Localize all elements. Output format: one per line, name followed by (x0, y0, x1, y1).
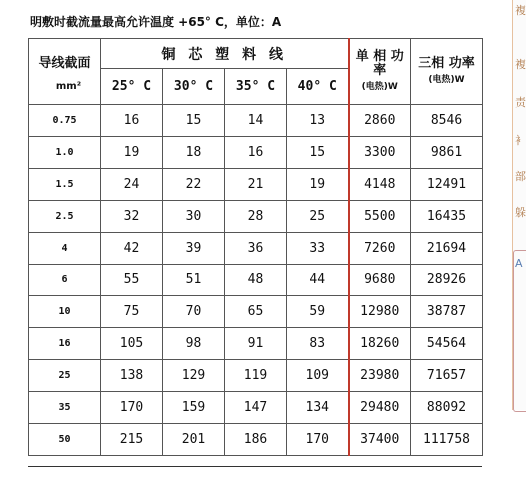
table-row (29, 424, 483, 456)
table-row (29, 105, 483, 137)
value-cell: 159 (163, 392, 225, 424)
cross-section-cell: 35 (29, 392, 101, 424)
table-row (29, 392, 483, 424)
value-cell: 30 (163, 200, 225, 232)
value-cell: 36 (225, 232, 287, 264)
value-cell: 70 (163, 296, 225, 328)
value-cell: 83 (287, 328, 349, 360)
cross-section-label: 导线截面 (38, 55, 91, 71)
single-phase-cell: 5500 (349, 200, 411, 232)
table-row (29, 328, 483, 360)
value-cell: 170 (101, 392, 163, 424)
side-fragment: 衤 (515, 134, 526, 147)
value-cell: 129 (163, 360, 225, 392)
single-phase-cell: 37400 (349, 424, 411, 456)
value-cell: 19 (287, 168, 349, 200)
temp-40-header: 40° C (287, 69, 349, 105)
table-row (29, 168, 483, 200)
table-row (29, 200, 483, 232)
value-cell: 134 (287, 392, 349, 424)
table-row (29, 360, 483, 392)
three-phase-cell: 38787 (411, 296, 483, 328)
cross-section-cell: 50 (29, 424, 101, 456)
single-phase-label: 单 相 功 率 (355, 48, 404, 78)
ampacity-table (28, 38, 483, 456)
temp-30-header: 30° C (163, 69, 225, 105)
value-cell: 98 (163, 328, 225, 360)
table-row (29, 232, 483, 264)
single-phase-cell: 29480 (349, 392, 411, 424)
value-cell: 75 (101, 296, 163, 328)
cross-section-cell: 0.75 (29, 105, 101, 137)
value-cell: 22 (163, 168, 225, 200)
table-row (29, 264, 483, 296)
three-phase-cell: 28926 (411, 264, 483, 296)
value-cell: 14 (225, 105, 287, 137)
cross-section-cell: 10 (29, 296, 101, 328)
three-phase-note: (电热)W (428, 74, 465, 85)
value-cell: 215 (101, 424, 163, 456)
three-phase-cell: 54564 (411, 328, 483, 360)
cross-section-cell: 1.0 (29, 136, 101, 168)
cross-section-unit: mm² (55, 80, 82, 92)
cross-section-cell: 25 (29, 360, 101, 392)
single-phase-note: (电热)W (361, 81, 398, 92)
value-cell: 21 (225, 168, 287, 200)
side-box (513, 250, 526, 412)
three-phase-cell: 88092 (411, 392, 483, 424)
single-phase-cell: 9680 (349, 264, 411, 296)
table-row (29, 136, 483, 168)
value-cell: 15 (163, 105, 225, 137)
three-phase-cell: 8546 (411, 105, 483, 137)
value-cell: 24 (101, 168, 163, 200)
three-phase-cell: 12491 (411, 168, 483, 200)
side-fragment: A (515, 257, 523, 270)
three-phase-label: 三相 功率 (418, 55, 475, 71)
value-cell: 51 (163, 264, 225, 296)
side-fragment: 複 (515, 58, 526, 71)
page-title: 明敷时截流量最高允许温度 +65° C，单位：A (30, 15, 282, 29)
value-cell: 25 (287, 200, 349, 232)
cross-section-cell: 4 (29, 232, 101, 264)
value-cell: 48 (225, 264, 287, 296)
value-cell: 59 (287, 296, 349, 328)
single-phase-cell: 2860 (349, 105, 411, 137)
three-phase-cell: 111758 (411, 424, 483, 456)
single-phase-cell: 23980 (349, 360, 411, 392)
value-cell: 138 (101, 360, 163, 392)
value-cell: 170 (287, 424, 349, 456)
value-cell: 105 (101, 328, 163, 360)
single-phase-cell: 4148 (349, 168, 411, 200)
single-phase-cell: 3300 (349, 136, 411, 168)
value-cell: 119 (225, 360, 287, 392)
value-cell: 33 (287, 232, 349, 264)
value-cell: 16 (225, 136, 287, 168)
value-cell: 15 (287, 136, 349, 168)
value-cell: 28 (225, 200, 287, 232)
value-cell: 16 (101, 105, 163, 137)
value-cell: 109 (287, 360, 349, 392)
side-fragment: 複 (515, 4, 526, 17)
three-phase-cell: 71657 (411, 360, 483, 392)
side-fragment: 部 (515, 170, 526, 183)
side-fragment: 躲 (515, 206, 526, 219)
value-cell: 147 (225, 392, 287, 424)
cross-section-cell: 6 (29, 264, 101, 296)
three-phase-cell: 16435 (411, 200, 483, 232)
three-phase-cell: 21694 (411, 232, 483, 264)
value-cell: 91 (225, 328, 287, 360)
value-cell: 186 (225, 424, 287, 456)
side-panel (512, 0, 526, 410)
value-cell: 44 (287, 264, 349, 296)
cross-section-cell: 16 (29, 328, 101, 360)
cross-section-cell: 2.5 (29, 200, 101, 232)
value-cell: 39 (163, 232, 225, 264)
cross-section-cell: 1.5 (29, 168, 101, 200)
bottom-divider (28, 466, 482, 467)
table-row (29, 296, 483, 328)
copper-pvc-group-header: 铜 芯 塑 料 线 (101, 39, 349, 69)
single-phase-cell: 7260 (349, 232, 411, 264)
three-phase-cell: 9861 (411, 136, 483, 168)
value-cell: 13 (287, 105, 349, 137)
value-cell: 201 (163, 424, 225, 456)
single-phase-cell: 12980 (349, 296, 411, 328)
side-fragment: 责 (515, 96, 526, 109)
cross-section-header (29, 39, 101, 105)
value-cell: 42 (101, 232, 163, 264)
value-cell: 18 (163, 136, 225, 168)
value-cell: 65 (225, 296, 287, 328)
three-phase-header (411, 39, 483, 105)
single-phase-header (349, 39, 411, 105)
value-cell: 32 (101, 200, 163, 232)
temp-35-header: 35° C (225, 69, 287, 105)
single-phase-cell: 18260 (349, 328, 411, 360)
temp-25-header: 25° C (101, 69, 163, 105)
value-cell: 55 (101, 264, 163, 296)
value-cell: 19 (101, 136, 163, 168)
